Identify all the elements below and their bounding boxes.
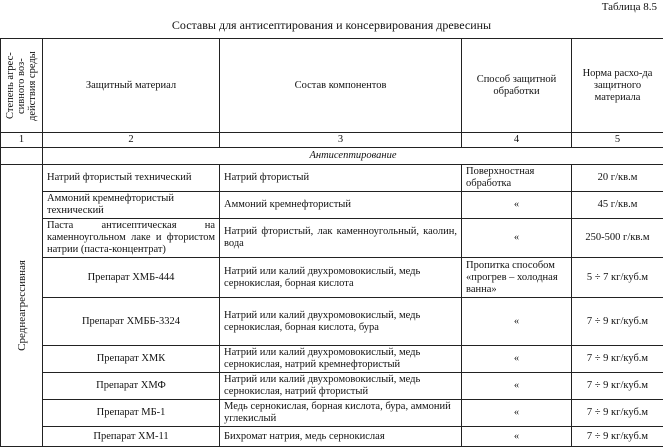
table-row [1, 298, 663, 346]
table-row [1, 427, 663, 447]
rate-cell: 5 ÷ 7 кг/куб.м [572, 258, 663, 298]
rate-cell: 7 ÷ 9 кг/куб.м [572, 373, 663, 400]
table-row [1, 346, 663, 373]
table-row [1, 258, 663, 298]
method-cell: « [462, 427, 572, 447]
table-row [1, 400, 663, 427]
rate-cell: 7 ÷ 9 кг/куб.м [572, 400, 663, 427]
table-title: Составы для антисептирования и консервирования древесины [0, 18, 663, 33]
section-title: Антисептирование [43, 148, 663, 165]
column-number: 3 [220, 133, 462, 148]
column-numbers-row [1, 133, 663, 148]
material-cell: Аммоний кремнефтористый технический [43, 192, 220, 219]
column-number: 5 [572, 133, 663, 148]
section-row [1, 148, 663, 165]
table-row [1, 192, 663, 219]
table-row [1, 219, 663, 258]
composition-cell: Натрий или калий двухромовокислый, медь сернокислая, борная кислота [220, 258, 462, 298]
header-composition: Состав компонентов [220, 39, 462, 133]
material-cell: Препарат ХМ-11 [43, 427, 220, 447]
composition-cell: Медь сернокислая, борная кислота, бура, аммоний углекислый [220, 400, 462, 427]
rate-cell: 45 г/кв.м [572, 192, 663, 219]
material-cell: Натрий фтористый технический [43, 165, 220, 192]
medium-cell [1, 165, 43, 447]
column-number: 2 [43, 133, 220, 148]
material-cell: Паста антисептическая на каменноугольном лаке и фтористом натрии (паста-концентрат) [43, 219, 220, 258]
material-cell: Препарат ХМК [43, 346, 220, 373]
rate-cell: 250-500 г/кв.м [572, 219, 663, 258]
header-aggressiveness: Степень агрес-сивного воз-действия среды [1, 39, 43, 133]
composition-cell: Аммоний кремнефтористый [220, 192, 462, 219]
table-row [1, 373, 663, 400]
column-number: 4 [462, 133, 572, 148]
composition-cell: Натрий фтористый, лак каменноугольный, каолин, вода [220, 219, 462, 258]
column-number: 1 [1, 133, 43, 148]
compositions-table [0, 38, 663, 447]
header-material: Защитный материал [43, 39, 220, 133]
method-cell: « [462, 346, 572, 373]
method-cell: Поверхностная обработка [462, 165, 572, 192]
rate-cell: 7 ÷ 9 кг/куб.м [572, 346, 663, 373]
method-cell: « [462, 373, 572, 400]
method-cell: « [462, 219, 572, 258]
material-cell: Препарат ХМББ-3324 [43, 298, 220, 346]
composition-cell: Натрий или калий двухромовокислый, медь сернокислая, борная кислота, бура [220, 298, 462, 346]
method-cell: « [462, 400, 572, 427]
header-row [1, 39, 663, 133]
material-cell: Препарат ХМБ-444 [43, 258, 220, 298]
method-cell: « [462, 192, 572, 219]
header-rate: Норма расхо-да защитного материала [572, 39, 663, 133]
composition-cell: Бихромат натрия, медь сернокислая [220, 427, 462, 447]
header-method: Способ защитной обработки [462, 39, 572, 133]
composition-cell: Натрий фтористый [220, 165, 462, 192]
rate-cell: 20 г/кв.м [572, 165, 663, 192]
material-cell: Препарат МБ-1 [43, 400, 220, 427]
composition-cell: Натрий или калий двухромовокислый, медь сернокислая, натрий кремнефтористый [220, 346, 462, 373]
medium-label: Среднеагрессивная [16, 260, 28, 351]
method-cell: Пропитка способом «прогрев – холодная ванна» [462, 258, 572, 298]
composition-cell: Натрий или калий двухромовокислый, медь сернокислая, натрий фтористый [220, 373, 462, 400]
material-cell: Препарат ХМФ [43, 373, 220, 400]
table-number: Таблица 8.5 [602, 1, 657, 13]
rate-cell: 7 ÷ 9 кг/куб.м [572, 427, 663, 447]
method-cell: « [462, 298, 572, 346]
rate-cell: 7 ÷ 9 кг/куб.м [572, 298, 663, 346]
table-row [1, 165, 663, 192]
